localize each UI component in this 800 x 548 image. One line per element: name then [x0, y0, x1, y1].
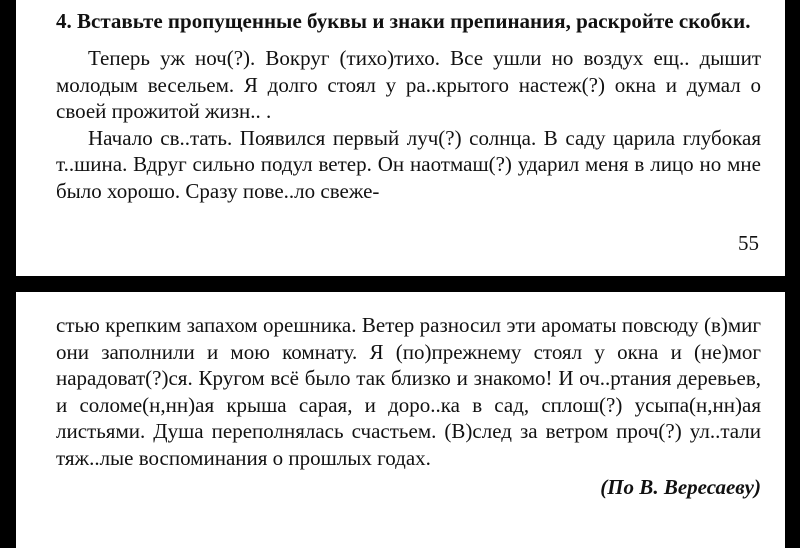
paragraph-continuation: стью крепким запахом орешника. Ветер разносил эти ароматы повсюду (в)миг они заполнили и мою комнату. Я (по)прежнему стоял у окна и (не)мог нарадоват(?)ся. Кругом всё было так близко и знакомо! И оч..ртания деревьев, и соломе(н,нн)ая крыша сарая, и доро..ка в сад, сплош(?) усыпа(н,нн)ая листьями. Душа переполнялась счастьем. (В)след за ветром проч(?) ул..тали тяж..лые воспоминания о прошлых годах. — [56, 313, 761, 470]
task-instruction: Вставьте пропущенные буквы и знаки препинания, раскройте скобки. — [77, 9, 751, 33]
paragraph-1: Теперь уж ноч(?). Вокруг (тихо)тихо. Все ушли но воздух ещ.. дышит молодым весельем. Я долго стоял у ра..крытого настеж(?) окна и думал о своей прожитой жизн.. . — [56, 46, 761, 123]
page-number: 55 — [738, 231, 759, 255]
book-page-bottom — [16, 292, 785, 548]
task-heading — [56, 8, 761, 35]
task-number: 4. — [56, 9, 72, 33]
paragraph-2: Начало св..тать. Появился первый луч(?) солнца. В саду царила глубокая т..шина. Вдруг сильно подул ветер. Он наотмаш(?) ударил меня в лицо но мне было хорошо. Сразу пове..ло свеже- — [56, 125, 761, 203]
author-attribution: (По В. Вересаеву) — [600, 475, 761, 499]
book-page-top — [16, 0, 785, 276]
